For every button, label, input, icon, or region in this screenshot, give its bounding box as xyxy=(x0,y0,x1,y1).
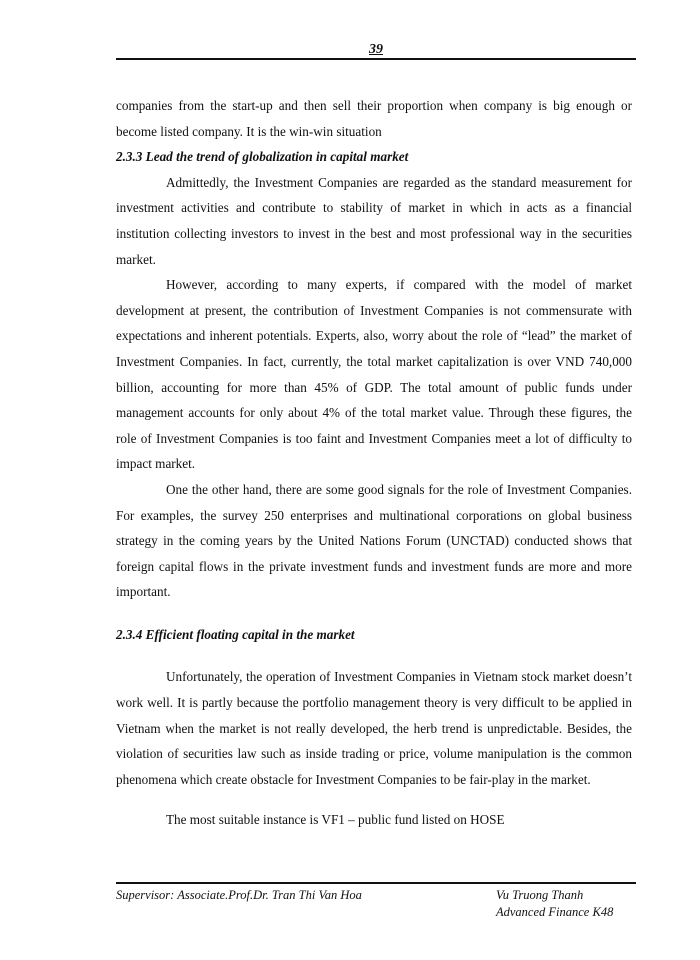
footer-class: Advanced Finance K48 xyxy=(496,905,614,919)
section-heading-2-3-3: 2.3.3 Lead the trend of globalization in capital market xyxy=(116,149,409,165)
footer-author: Vu Truong Thanh xyxy=(496,888,584,902)
continuation-paragraph: companies from the start-up and then sell their proportion when company is big enough or become listed company. It is the win-win situation xyxy=(116,98,632,139)
header-divider xyxy=(116,58,636,60)
footer-author-block xyxy=(496,887,613,921)
paragraph: The most suitable instance is VF1 – public fund listed on HOSE xyxy=(166,812,505,828)
document-body xyxy=(116,93,632,833)
footer-divider xyxy=(116,882,636,884)
footer-supervisor: Supervisor: Associate.Prof.Dr. Tran Thi Van Hoa xyxy=(116,888,362,902)
paragraph: Admittedly, the Investment Companies are regarded as the standard measurement for investment activities and contribute to stability of market in which in acts as a financial institution collecting investors to invest in the best and most professional way in the securities market. xyxy=(116,174,632,267)
paragraph: One the other hand, there are some good signals for the role of Investment Companies. For examples, the survey 250 enterprises and multinational corporations on global business strategy in the coming years by the United Nations Forum (UNCTAD) conducted shows that foreign capital flows in the private investment funds and investment funds are more and more important. xyxy=(116,481,632,600)
paragraph: Unfortunately, the operation of Investment Companies in Vietnam stock market doesn’t work well. It is partly because the portfolio management theory is very difficult to be applied in Vietnam when the market is not really developed, the herb trend is unpredictable. Besides, the violation of securities law such as inside trading or price, volume manipulation is the common phenomena which create obstacle for Investment Companies to be fair-play in the market. xyxy=(116,669,632,787)
section-heading-2-3-4: 2.3.4 Efficient floating capital in the market xyxy=(116,626,355,642)
paragraph: However, according to many experts, if compared with the model of market development at present, the contribution of Investment Companies is not commensurate with expectations and inherent potentials. Experts, also, worry about the role of “lead” the market of Investment Companies. In fact, currently, the total market capitalization is over VND 740,000 billion, accounting for more than 45% of GDP. The total amount of public funds under management accounts for only about 4% of the total market value. Through these figures, the role of Investment Companies is too faint and Investment Companies meet a lot of difficulty to impact market. xyxy=(116,277,632,472)
page-number: 39 xyxy=(369,42,383,57)
